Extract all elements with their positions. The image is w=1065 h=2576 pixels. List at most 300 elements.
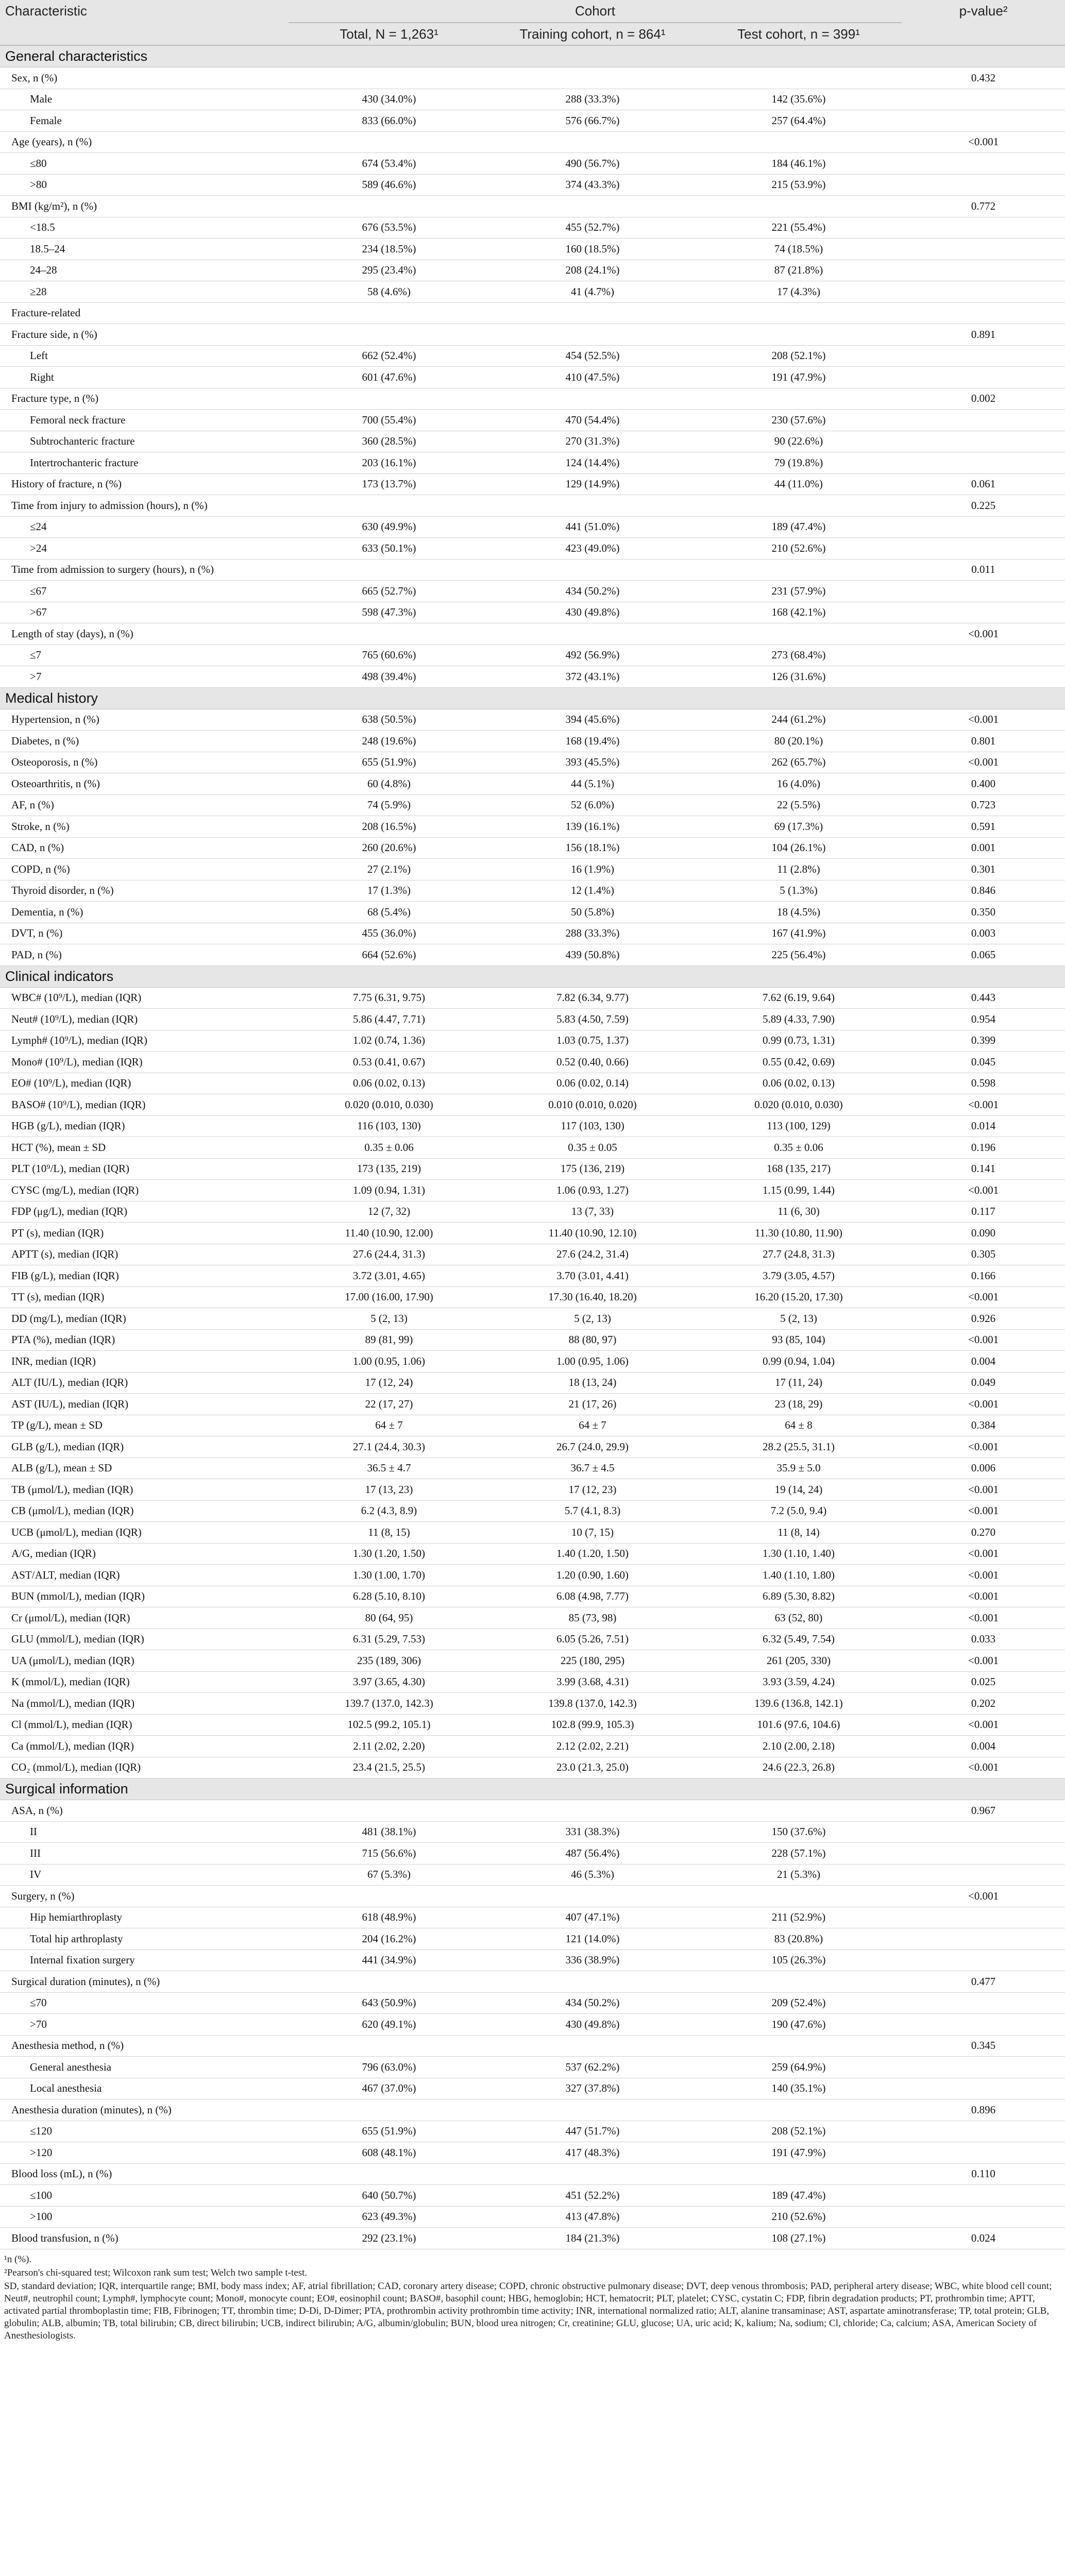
table-row xyxy=(0,1372,1065,1394)
training-value: 16 (1.9%) xyxy=(489,859,696,880)
table-row xyxy=(0,1800,1065,1822)
training-value: 6.08 (4.98, 7.77) xyxy=(489,1586,696,1607)
test-value: 221 (55.4%) xyxy=(696,217,902,239)
training-value: 175 (136, 219) xyxy=(489,1158,696,1180)
table-row xyxy=(0,1629,1065,1650)
test-value: 5.89 (4.33, 7.90) xyxy=(696,1009,902,1030)
test-value: 168 (135, 217) xyxy=(696,1158,902,1180)
training-value: 208 (24.1%) xyxy=(489,260,696,281)
table-row xyxy=(0,1971,1065,1993)
test-value: 35.9 ± 5.0 xyxy=(696,1458,902,1479)
row-label: ≤7 xyxy=(0,645,289,666)
total-value: 204 (16.2%) xyxy=(289,1928,489,1950)
p-value: 0.301 xyxy=(902,859,1065,880)
total-value: 0.020 (0.010, 0.030) xyxy=(289,1094,489,1116)
table-row xyxy=(0,602,1065,623)
total-value: 796 (63.0%) xyxy=(289,2057,489,2078)
row-label: CO₂ (mmol/L), median (IQR) xyxy=(0,1757,289,1778)
training-value: 5.83 (4.50, 7.59) xyxy=(489,1009,696,1030)
row-label: Fracture type, n (%) xyxy=(0,388,289,410)
p-value: 0.003 xyxy=(902,923,1065,944)
row-label: Hypertension, n (%) xyxy=(0,709,289,731)
total-value: 27.1 (24.4, 30.3) xyxy=(289,1436,489,1458)
table-row xyxy=(0,731,1065,752)
total-value: 203 (16.1%) xyxy=(289,452,489,474)
table-row xyxy=(0,987,1065,1009)
total-value: 60 (4.8%) xyxy=(289,773,489,795)
test-value: 21 (5.3%) xyxy=(696,1864,902,1886)
total-value: 3.72 (3.01, 4.65) xyxy=(289,1265,489,1287)
row-label: PT (s), median (IQR) xyxy=(0,1223,289,1244)
test-value xyxy=(696,2163,902,2185)
test-value xyxy=(696,495,902,517)
row-label: AST/ALT, median (IQR) xyxy=(0,1565,289,1586)
test-value: 6.32 (5.49, 7.54) xyxy=(696,1629,902,1650)
training-value xyxy=(489,67,696,89)
test-value: 231 (57.9%) xyxy=(696,581,902,602)
row-label: Surgical duration (minutes), n (%) xyxy=(0,1971,289,1993)
p-value: 0.117 xyxy=(902,1201,1065,1223)
p-value: 0.004 xyxy=(902,1351,1065,1372)
training-value xyxy=(489,559,696,581)
p-value: 0.591 xyxy=(902,816,1065,838)
p-value: 0.024 xyxy=(902,2228,1065,2249)
row-label: Blood transfusion, n (%) xyxy=(0,2228,289,2249)
table-row xyxy=(0,2185,1065,2207)
p-value: <0.001 xyxy=(902,131,1065,153)
row-label: UCB (μmol/L), median (IQR) xyxy=(0,1522,289,1544)
table-row xyxy=(0,645,1065,666)
test-value: 27.7 (24.8, 31.3) xyxy=(696,1244,902,1265)
training-value: 537 (62.2%) xyxy=(489,2057,696,2078)
table-row xyxy=(0,559,1065,581)
total-value: 36.5 ± 4.7 xyxy=(289,1458,489,1479)
table-row xyxy=(0,1286,1065,1308)
table-row xyxy=(0,709,1065,731)
p-value xyxy=(902,1821,1065,1843)
p-value xyxy=(902,302,1065,324)
total-value: 833 (66.0%) xyxy=(289,110,489,132)
row-label: Internal fixation surgery xyxy=(0,1950,289,1971)
total-value: 12 (7, 32) xyxy=(289,1201,489,1223)
total-value xyxy=(289,2035,489,2057)
footnote: ¹n (%). xyxy=(4,2253,32,2265)
table-row xyxy=(0,1265,1065,1287)
training-value: 44 (5.1%) xyxy=(489,773,696,795)
p-value xyxy=(902,260,1065,281)
training-value: 46 (5.3%) xyxy=(489,1864,696,1886)
test-value: 63 (52, 80) xyxy=(696,1607,902,1629)
p-value: 0.270 xyxy=(902,1522,1065,1544)
table-row xyxy=(0,1757,1065,1778)
p-value: 0.350 xyxy=(902,902,1065,923)
training-value: 156 (18.1%) xyxy=(489,837,696,859)
test-value xyxy=(696,623,902,645)
total-value: 676 (53.5%) xyxy=(289,217,489,239)
row-label: FDP (μg/L), median (IQR) xyxy=(0,1201,289,1223)
training-value: 225 (180, 295) xyxy=(489,1650,696,1672)
test-value: 189 (47.4%) xyxy=(696,516,902,538)
table-row xyxy=(0,752,1065,773)
table-row xyxy=(0,2057,1065,2078)
total-value: 360 (28.5%) xyxy=(289,431,489,452)
test-value xyxy=(696,1800,902,1822)
test-value: 74 (18.5%) xyxy=(696,239,902,260)
training-value: 88 (80, 97) xyxy=(489,1329,696,1351)
row-label: HCT (%), mean ± SD xyxy=(0,1137,289,1159)
test-value: 0.55 (0.42, 0.69) xyxy=(696,1052,902,1073)
training-value: 417 (48.3%) xyxy=(489,2142,696,2164)
test-value: 126 (31.6%) xyxy=(696,666,902,688)
test-value: 87 (21.8%) xyxy=(696,260,902,281)
section-header-row xyxy=(0,965,1065,987)
row-label: ALT (IU/L), median (IQR) xyxy=(0,1372,289,1394)
total-value: 6.28 (5.10, 8.10) xyxy=(289,1586,489,1607)
test-value: 11.30 (10.80, 11.90) xyxy=(696,1223,902,1244)
training-value: 6.05 (5.26, 7.51) xyxy=(489,1629,696,1650)
total-value: 11 (8, 15) xyxy=(289,1522,489,1544)
footnote: SD, standard deviation; IQR, interquartile range; BMI, body mass index; AF, atrial fibrillation; CAD, coronary artery disease; COPD, chronic obstructive pulmonary disease; DVT, deep venous thrombosis; PAD, peripheral artery disease; WBC, white blood cell count; Neut#, neutrophil count; Lymph#, lymphocyte count; Mono#, monocyte count; EO#, eosinophil count; BASO#, basophil count; HBG, hemoglobin; HCT, hematocrit; PLT, platelet; CYSC, cystatin C; FDP, fibrin degradation products; PT, prothrombin time; APTT, activated partial thromboplastin time; FIB, Fibrinogen; TT, thrombin time; D-Di, D-Dimer; PTA, prothrombin activity prothrombin time activity; INR, international normalized ratio; ALT, alanine transaminase; AST, aspartate aminotransferase; TP, total protein; GLB, globulin; ALB, albumin; TB, total bilirubin; CB, direct bilirubin; UCB, indirect bilirubin; A/G, albumin/globulin; BUN, blood urea nitrogen; Cr, creatinine; GLU, glucose; UA, uric acid; K, kalium; Na, sodium; Cl, chloride; Ca, calcium; ASA, American Society of Anesthesiologists. xyxy=(4,2280,1052,2341)
row-label: History of fracture, n (%) xyxy=(0,473,289,495)
total-value xyxy=(289,196,489,217)
row-label: IV xyxy=(0,1864,289,1886)
table-row xyxy=(0,1223,1065,1244)
p-value: 0.967 xyxy=(902,1800,1065,1822)
training-value xyxy=(489,1886,696,1907)
total-value: 1.02 (0.74, 1.36) xyxy=(289,1030,489,1052)
test-value: 11 (2.8%) xyxy=(696,859,902,880)
total-value: 173 (135, 219) xyxy=(289,1158,489,1180)
p-value: 0.384 xyxy=(902,1415,1065,1436)
table-row xyxy=(0,1415,1065,1436)
table-row xyxy=(0,1843,1065,1865)
row-label: Mono# (10⁹/L), median (IQR) xyxy=(0,1052,289,1073)
training-value: 3.99 (3.68, 4.31) xyxy=(489,1671,696,1693)
training-value: 492 (56.9%) xyxy=(489,645,696,666)
row-label: CYSC (mg/L), median (IQR) xyxy=(0,1180,289,1201)
table-row xyxy=(0,1992,1065,2014)
p-value xyxy=(902,666,1065,688)
test-value: 113 (100, 129) xyxy=(696,1115,902,1137)
table-row xyxy=(0,2014,1065,2036)
row-label: Osteoarthritis, n (%) xyxy=(0,773,289,795)
table-row xyxy=(0,239,1065,260)
table-row xyxy=(0,2078,1065,2099)
table-row xyxy=(0,581,1065,602)
row-label: Sex, n (%) xyxy=(0,67,289,89)
table-row xyxy=(0,1950,1065,1971)
p-value: 0.065 xyxy=(902,944,1065,966)
training-value: 0.010 (0.010, 0.020) xyxy=(489,1094,696,1116)
test-value: 215 (53.9%) xyxy=(696,174,902,196)
p-value xyxy=(902,2185,1065,2207)
training-value: 5 (2, 13) xyxy=(489,1308,696,1330)
total-value: 598 (47.3%) xyxy=(289,602,489,623)
p-value: 0.345 xyxy=(902,2035,1065,2057)
p-value: 0.598 xyxy=(902,1073,1065,1094)
p-value: <0.001 xyxy=(902,1565,1065,1586)
section-title: Clinical indicators xyxy=(0,965,1065,987)
training-value: 139 (16.1%) xyxy=(489,816,696,838)
total-value: 260 (20.6%) xyxy=(289,837,489,859)
row-label: Total hip arthroplasty xyxy=(0,1928,289,1950)
row-label: Intertrochanteric fracture xyxy=(0,452,289,474)
training-value: 288 (33.3%) xyxy=(489,923,696,944)
training-value: 5.7 (4.1, 8.3) xyxy=(489,1500,696,1522)
test-value: 16.20 (15.20, 17.30) xyxy=(696,1286,902,1308)
total-value xyxy=(289,67,489,89)
test-value: 93 (85, 104) xyxy=(696,1329,902,1351)
row-label: 18.5–24 xyxy=(0,239,289,260)
training-value: 26.7 (24.0, 29.9) xyxy=(489,1436,696,1458)
p-value: 0.846 xyxy=(902,880,1065,902)
table-row xyxy=(0,1115,1065,1137)
p-value: <0.001 xyxy=(902,623,1065,645)
row-label: TP (g/L), mean ± SD xyxy=(0,1415,289,1436)
row-label: APTT (s), median (IQR) xyxy=(0,1244,289,1265)
total-value: 633 (50.1%) xyxy=(289,538,489,560)
total-value xyxy=(289,2163,489,2185)
total-value: 601 (47.6%) xyxy=(289,367,489,388)
row-label: ALB (g/L), mean ± SD xyxy=(0,1458,289,1479)
test-value: 191 (47.9%) xyxy=(696,367,902,388)
p-value xyxy=(902,645,1065,666)
table-row xyxy=(0,1714,1065,1736)
row-label: TB (μmol/L), median (IQR) xyxy=(0,1479,289,1501)
total-value: 0.35 ± 0.06 xyxy=(289,1137,489,1159)
total-value: 5 (2, 13) xyxy=(289,1308,489,1330)
total-value xyxy=(289,388,489,410)
training-value: 487 (56.4%) xyxy=(489,1843,696,1865)
p-value: 0.400 xyxy=(902,773,1065,795)
training-value: 18 (13, 24) xyxy=(489,1372,696,1394)
test-value: 261 (205, 330) xyxy=(696,1650,902,1672)
test-value: 209 (52.4%) xyxy=(696,1992,902,2014)
footnotes xyxy=(0,2249,1065,2342)
total-value: 6.31 (5.29, 7.53) xyxy=(289,1629,489,1650)
row-label: >70 xyxy=(0,2014,289,2036)
training-value: 430 (49.8%) xyxy=(489,602,696,623)
total-value: 27.6 (24.4, 31.3) xyxy=(289,1244,489,1265)
row-label: III xyxy=(0,1843,289,1865)
p-value: 0.006 xyxy=(902,1458,1065,1479)
table-row xyxy=(0,859,1065,880)
test-value: 28.2 (25.5, 31.1) xyxy=(696,1436,902,1458)
training-value: 124 (14.4%) xyxy=(489,452,696,474)
p-value xyxy=(902,516,1065,538)
row-label: Dementia, n (%) xyxy=(0,902,289,923)
training-value: 327 (37.8%) xyxy=(489,2078,696,2099)
test-value: 0.99 (0.94, 1.04) xyxy=(696,1351,902,1372)
p-value xyxy=(902,2142,1065,2164)
p-value: 0.090 xyxy=(902,1223,1065,1244)
total-value: 655 (51.9%) xyxy=(289,752,489,773)
table-row xyxy=(0,1586,1065,1607)
p-value xyxy=(902,1950,1065,1971)
p-value xyxy=(902,1992,1065,2014)
training-value: 0.06 (0.02, 0.14) xyxy=(489,1073,696,1094)
training-value: 1.06 (0.93, 1.27) xyxy=(489,1180,696,1201)
table-row xyxy=(0,1928,1065,1950)
p-value xyxy=(902,602,1065,623)
table-row xyxy=(0,1864,1065,1886)
training-value: 23.0 (21.3, 25.0) xyxy=(489,1757,696,1778)
test-value: 262 (65.7%) xyxy=(696,752,902,773)
training-value xyxy=(489,623,696,645)
table-row xyxy=(0,1479,1065,1501)
p-value: 0.225 xyxy=(902,495,1065,517)
total-value: 1.30 (1.00, 1.70) xyxy=(289,1565,489,1586)
p-value: 0.049 xyxy=(902,1372,1065,1394)
p-value: 0.004 xyxy=(902,1736,1065,1757)
table-row xyxy=(0,666,1065,688)
table-row xyxy=(0,1436,1065,1458)
training-value: 50 (5.8%) xyxy=(489,902,696,923)
table-row xyxy=(0,816,1065,838)
table-row xyxy=(0,1201,1065,1223)
header-total: Total, N = 1,263¹ xyxy=(289,23,489,45)
p-value xyxy=(902,1843,1065,1865)
training-value xyxy=(489,302,696,324)
training-value: 576 (66.7%) xyxy=(489,110,696,132)
row-label: Ca (mmol/L), median (IQR) xyxy=(0,1736,289,1757)
p-value xyxy=(902,239,1065,260)
row-label: >67 xyxy=(0,602,289,623)
row-label: ≤70 xyxy=(0,1992,289,2014)
total-value: 700 (55.4%) xyxy=(289,410,489,431)
total-value: 89 (81, 99) xyxy=(289,1329,489,1351)
training-value: 10 (7, 15) xyxy=(489,1522,696,1544)
p-value: 0.896 xyxy=(902,2099,1065,2121)
row-label: A/G, median (IQR) xyxy=(0,1543,289,1565)
total-value: 173 (13.7%) xyxy=(289,473,489,495)
p-value: 0.011 xyxy=(902,559,1065,581)
row-label: >100 xyxy=(0,2206,289,2228)
test-value xyxy=(696,67,902,89)
training-value: 288 (33.3%) xyxy=(489,89,696,110)
row-label: GLU (mmol/L), median (IQR) xyxy=(0,1629,289,1650)
test-value: 184 (46.1%) xyxy=(696,153,902,175)
row-label: PLT (10⁹/L), median (IQR) xyxy=(0,1158,289,1180)
table-row xyxy=(0,1158,1065,1180)
test-value: 22 (5.5%) xyxy=(696,794,902,816)
total-value: 481 (38.1%) xyxy=(289,1821,489,1843)
p-value: <0.001 xyxy=(902,1094,1065,1116)
total-value: 5.86 (4.47, 7.71) xyxy=(289,1009,489,1030)
total-value: 441 (34.9%) xyxy=(289,1950,489,1971)
p-value xyxy=(902,174,1065,196)
test-value: 5 (2, 13) xyxy=(696,1308,902,1330)
test-value: 142 (35.6%) xyxy=(696,89,902,110)
p-value: 0.202 xyxy=(902,1693,1065,1715)
row-label: PTA (%), median (IQR) xyxy=(0,1329,289,1351)
p-value xyxy=(902,345,1065,367)
table-row xyxy=(0,837,1065,859)
row-label: Osteoporosis, n (%) xyxy=(0,752,289,773)
total-value: 234 (18.5%) xyxy=(289,239,489,260)
p-value xyxy=(902,110,1065,132)
total-value: 498 (39.4%) xyxy=(289,666,489,688)
training-value: 441 (51.0%) xyxy=(489,516,696,538)
test-value: 259 (64.9%) xyxy=(696,2057,902,2078)
total-value: 1.00 (0.95, 1.06) xyxy=(289,1351,489,1372)
training-value: 1.03 (0.75, 1.37) xyxy=(489,1030,696,1052)
p-value xyxy=(902,538,1065,560)
row-label: GLB (g/L), median (IQR) xyxy=(0,1436,289,1458)
total-value: 640 (50.7%) xyxy=(289,2185,489,2207)
total-value: 674 (53.4%) xyxy=(289,153,489,175)
training-value: 121 (14.0%) xyxy=(489,1928,696,1950)
training-value: 12 (1.4%) xyxy=(489,880,696,902)
total-value xyxy=(289,324,489,346)
test-value: 108 (27.1%) xyxy=(696,2228,902,2249)
training-value xyxy=(489,324,696,346)
training-value: 413 (47.8%) xyxy=(489,2206,696,2228)
table-row xyxy=(0,2206,1065,2228)
p-value xyxy=(902,1907,1065,1928)
p-value xyxy=(902,2121,1065,2142)
table-row xyxy=(0,131,1065,153)
table-row xyxy=(0,1500,1065,1522)
footnote: ²Pearson's chi-squared test; Wilcoxon rank sum test; Welch two sample t-test. xyxy=(4,2267,308,2278)
p-value: <0.001 xyxy=(902,1650,1065,1672)
total-value: 17 (12, 24) xyxy=(289,1372,489,1394)
p-value: 0.025 xyxy=(902,1671,1065,1693)
p-value: <0.001 xyxy=(902,1286,1065,1308)
table-row xyxy=(0,1180,1065,1201)
total-value: 1.30 (1.20, 1.50) xyxy=(289,1543,489,1565)
test-value: 104 (26.1%) xyxy=(696,837,902,859)
table-row xyxy=(0,217,1065,239)
total-value: 2.11 (2.02, 2.20) xyxy=(289,1736,489,1757)
training-value xyxy=(489,2163,696,2185)
header-training: Training cohort, n = 864¹ xyxy=(489,23,696,45)
p-value: <0.001 xyxy=(902,1500,1065,1522)
table-row xyxy=(0,1565,1065,1586)
test-value: 0.020 (0.010, 0.030) xyxy=(696,1094,902,1116)
test-value: 0.06 (0.02, 0.13) xyxy=(696,1073,902,1094)
training-value xyxy=(489,2099,696,2121)
total-value xyxy=(289,2099,489,2121)
test-value: 244 (61.2%) xyxy=(696,709,902,731)
training-value: 7.82 (6.34, 9.77) xyxy=(489,987,696,1009)
test-value xyxy=(696,559,902,581)
training-value: 407 (47.1%) xyxy=(489,1907,696,1928)
test-value: 139.6 (136.8, 142.1) xyxy=(696,1693,902,1715)
header-characteristic: Characteristic xyxy=(0,0,289,45)
total-value: 0.53 (0.41, 0.67) xyxy=(289,1052,489,1073)
training-value xyxy=(489,1971,696,1993)
total-value xyxy=(289,495,489,517)
total-value: 630 (49.9%) xyxy=(289,516,489,538)
p-value xyxy=(902,367,1065,388)
total-value: 1.09 (0.94, 1.31) xyxy=(289,1180,489,1201)
test-value xyxy=(696,131,902,153)
p-value: 0.166 xyxy=(902,1265,1065,1287)
test-value xyxy=(696,324,902,346)
table-header xyxy=(0,0,1065,45)
p-value: 0.033 xyxy=(902,1629,1065,1650)
test-value: 18 (4.5%) xyxy=(696,902,902,923)
total-value xyxy=(289,1971,489,1993)
row-label: Right xyxy=(0,367,289,388)
test-value: 273 (68.4%) xyxy=(696,645,902,666)
table-row xyxy=(0,67,1065,89)
table-body xyxy=(0,45,1065,2249)
training-value: 439 (50.8%) xyxy=(489,944,696,966)
row-label: Anesthesia method, n (%) xyxy=(0,2035,289,2057)
row-label: Cl (mmol/L), median (IQR) xyxy=(0,1714,289,1736)
